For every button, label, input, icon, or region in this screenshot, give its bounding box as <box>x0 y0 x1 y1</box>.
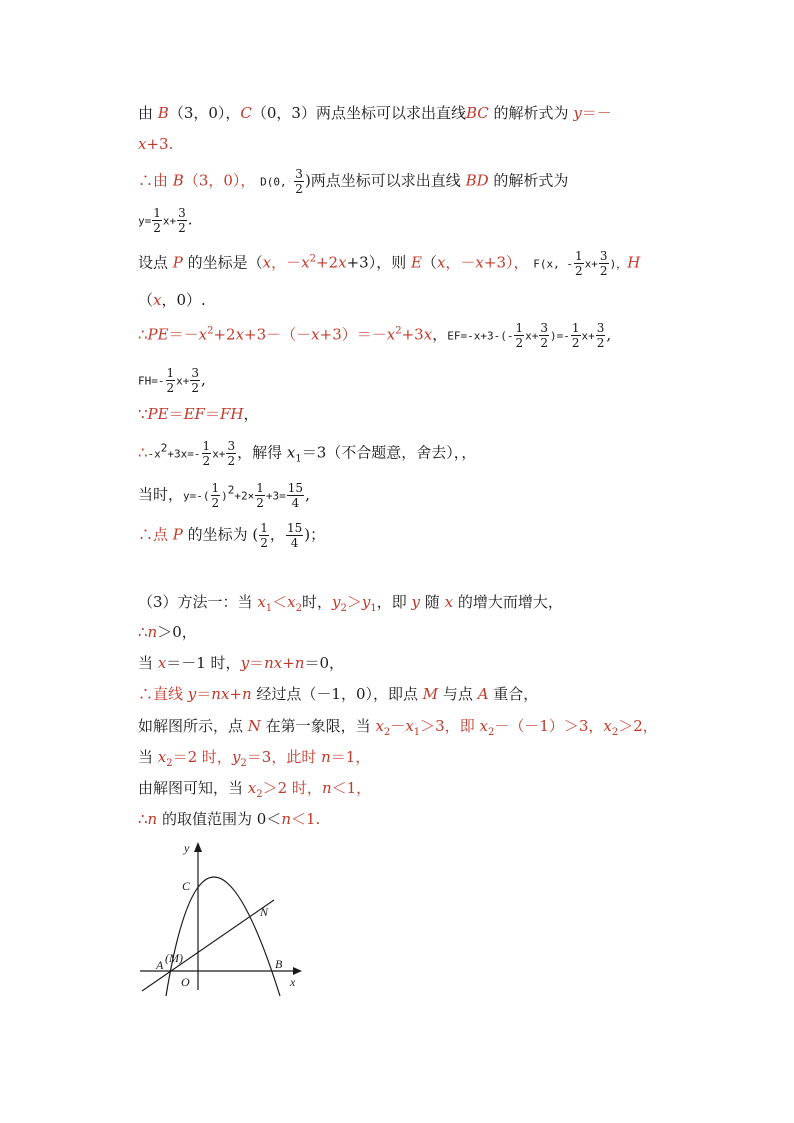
solution-line-8: FH=- $\frac{1}{2}$ x+ $\frac{3}{2}$ , <box>138 366 206 395</box>
point-a-label: A <box>156 958 164 972</box>
fraction: $\frac{3}{2}$ <box>178 206 186 235</box>
origin-label: O <box>181 975 190 989</box>
point-n-label: N <box>260 905 269 919</box>
fraction: $\frac{1}{2}$ <box>575 249 583 278</box>
solution-line-19: 由解图可知，当 $x_2>2$ 时，n＜1， <box>138 779 372 800</box>
point-b-label: B <box>275 957 283 971</box>
solution-line-5: 设点 P 的坐标是（x，$-x^2+2x+3$），则 E（x，－x+3）， F(x, - $\frac{1}{2}$ x+ $\frac{3}{2}$ )，H <box>138 249 641 278</box>
point-m-label: (M) <box>165 951 183 965</box>
solution-line-1: 由 B（3，0），C（0，3）两点坐标可以求出直线BC 的解析式为 y＝－ <box>138 104 612 122</box>
y-axis-label: y <box>184 841 190 855</box>
point-c-label: C <box>182 879 191 893</box>
fraction: $\frac{3}{2}$ <box>599 249 608 278</box>
fraction: $\frac{3}{2}$ <box>596 321 605 350</box>
line-mn <box>142 900 274 991</box>
solution-line-13: （3）方法一：当 $x_1<x_2$时，$y_2>y_1$，即 y 随 x 的增大而增大， <box>138 593 563 614</box>
solution-line-12: ∴点 P 的坐标为 ( $\frac{1}{2}$ ， $\frac{15}{4}$ )； <box>138 521 326 550</box>
fraction: $\frac{1}{2}$ <box>260 521 268 550</box>
fraction: $\frac{15}{4}$ <box>286 521 303 550</box>
fraction: $\frac{3}{2}$ <box>540 321 548 350</box>
fraction: $\frac{3}{2}$ <box>191 366 200 395</box>
solution-line-18: 当 $x_2=2$ 时，$y_2=3$，此时 n＝1， <box>138 748 371 769</box>
solution-line-9: ∵PE＝EF＝FH， <box>138 405 259 423</box>
solution-line-20: ∴n 的取值范围为 0＜n＜1. <box>138 810 321 828</box>
solution-line-3: ∴由 B（3，0）， D(0, $\frac{3}{2}$ )两点坐标可以求出直线 BD 的解析式为 <box>138 167 569 196</box>
parabola-line-figure <box>136 838 306 998</box>
y-axis-arrow <box>194 842 202 852</box>
fraction: $\frac{1}{2}$ <box>571 321 580 350</box>
fraction: $\frac{1}{2}$ <box>256 481 264 510</box>
solution-line-10: $\therefore-x^2+3x=-$ $\frac{1}{2}$ x+ $\frac{3}{2}$ ，解得 $x_1=3$（不合题意，舍去），， <box>138 439 477 468</box>
solution-line-4: y= $\frac{1}{2}$ x+ $\frac{3}{2}$ . <box>138 206 193 235</box>
fraction: $\frac{3}{2}$ <box>227 439 236 468</box>
fraction: $\frac{3}{2}$ <box>295 167 303 196</box>
fraction: $\frac{1}{2}$ <box>211 481 220 510</box>
fraction: $\frac{1}{2}$ <box>202 439 211 468</box>
solution-line-7: $\therefore PE=-x^2+2x+3-(-x+3)=-x^2+3x$，EF=-x+3-(- $\frac{1}{2}$ x+ $\frac{3}{2}$ )=- $\frac{1}{2}$ x+ $\frac{3}{2}$ , <box>138 321 612 350</box>
fraction: $\frac{1}{2}$ <box>515 321 524 350</box>
solution-line-2: x+3. <box>138 135 174 153</box>
fraction: $\frac{1}{2}$ <box>153 206 161 235</box>
solution-line-11: 当时，y=-( $\frac{1}{2}$ )$^2$+2× $\frac{1}{2}$ +3= $\frac{15}{4}$ , <box>138 481 310 510</box>
x-axis-label: x <box>290 975 296 989</box>
fraction: $\frac{15}{4}$ <box>287 481 304 510</box>
solution-line-16: ∴直线 y＝nx+n 经过点（－1，0），即点 M 与点 A 重合， <box>138 685 539 703</box>
x-axis-arrow <box>293 967 302 975</box>
solution-line-17: 如解图所示，点 N 在第一象限，当 $x_2-x_1>3$，即 $x_2-(-1)>3$，$x_2>2$， <box>138 717 658 738</box>
solution-line-6: （x，0）. <box>138 291 206 309</box>
solution-line-14: ∴n＞0， <box>138 623 197 641</box>
fraction: $\frac{1}{2}$ <box>166 366 175 395</box>
solution-line-15: 当 x＝－1 时，y＝nx+n＝0， <box>138 654 344 672</box>
